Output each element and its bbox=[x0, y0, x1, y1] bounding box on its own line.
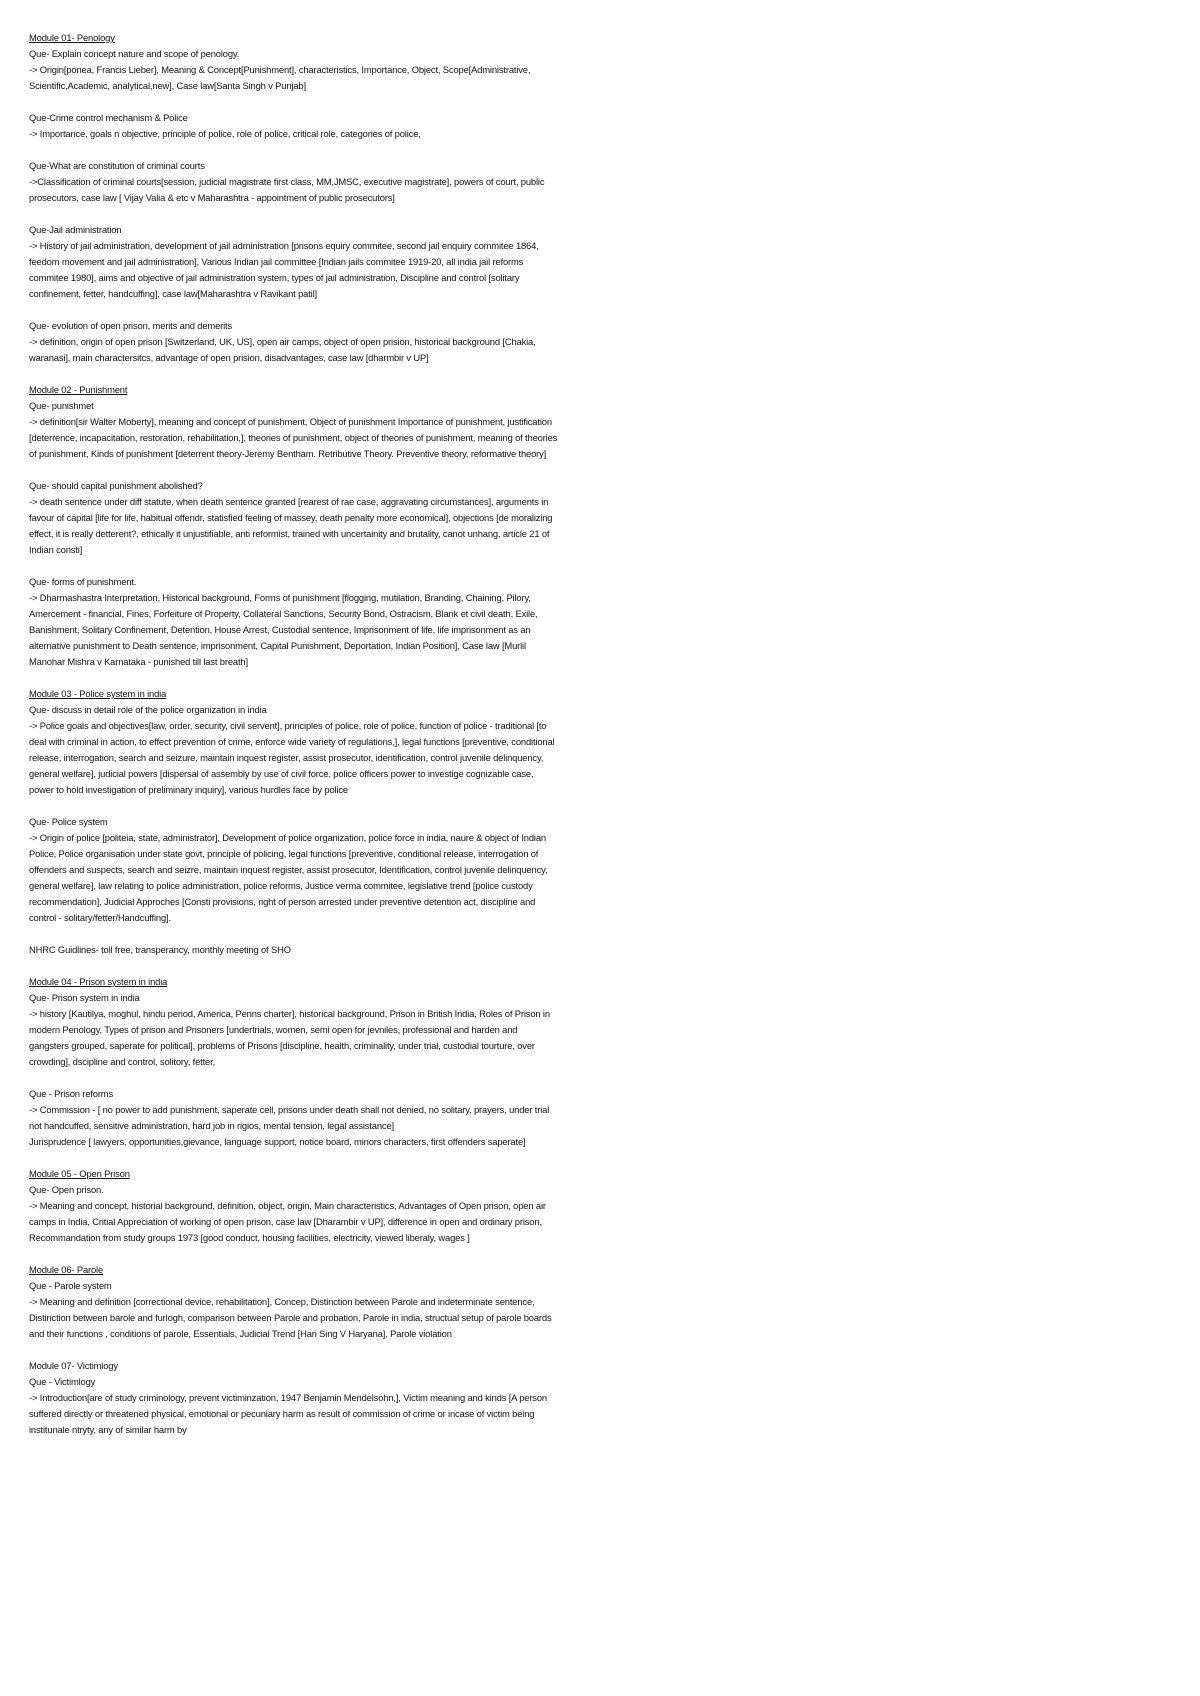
module-note: NHRC Guidlines- toll free, transperancy, monthly meeting of SHO bbox=[29, 944, 291, 955]
question-title: Que- evolution of open prison, merits and demerits bbox=[29, 320, 233, 331]
question-title: Que-Jail administration bbox=[29, 224, 122, 235]
question-title: Que- forms of punishment. bbox=[29, 576, 137, 587]
answer-paragraph: -> death sentence under diff statute, when death sentence granted [rearest of rae case, aggravating circumstances], arguments in favour of capital [life for life, habitual offendr, statisfied feeling of massey, death penalty more economical], objections [de moralizing effect, it is really detterent?, ethically it unjustifiable, anti reformist, trained with uncertainity and brutality, canot unhang, article 21 of Indian consti] bbox=[29, 496, 553, 555]
module-heading: Module 04 - Prison system in india bbox=[29, 976, 168, 987]
answer-paragraph: -> definition[sir Walter Moberty], meaning and concept of punishment, Object of punishment Importance of punishment, justification [deterrence, incapacitation, restoration, rehabilitation,], theories of punishment, object of theories of punishment, meaning of theories of punishment, Kinds of punishment [deterrent theory-Jeremy Bentham. Retributive Theory. Preventive theory, reformative theory] bbox=[29, 416, 558, 459]
question-title: Que- Police system bbox=[29, 816, 108, 827]
answer-paragraph: -> Meaning and definition [correctional device, rehabilitation], Concep, Distinction between Parole and indeterminate sentence, Distinction between barole and furlogh, comparison between Parole and probation, Parole in india, structual setup of parole boards and their functions , conditions of parole, Essentials, Judicial Trend [Hari Sing V Haryana], Parole violation bbox=[29, 1296, 552, 1339]
question-title: Que- Prison system in india bbox=[29, 992, 140, 1003]
question-block bbox=[29, 1374, 559, 1438]
question-title: Que- discuss in detail role of the police organization in india bbox=[29, 704, 267, 715]
question-block bbox=[29, 702, 559, 798]
answer-paragraph: -> Meaning and concept, historial background, definition, object, origin, Main characteristics, Advantages of Open prison, open air camps in India, Critial Appreciation of working of open prison, case law [Dharambir v UP], difference in open and ordinary prison, Recommandation from study groups 1973 [good conduct, housing facilities, electricity, viewed liberaly, wages ] bbox=[29, 1200, 546, 1243]
question-block bbox=[29, 478, 559, 558]
answer-paragraph: -> Origin of police [politeia, state, administrator], Development of police organization, police force in india, naure & object of Indian Police, Police organisation under state govt, principle of policing, legal functions [preventive, conditional release, interrogation of offenders and suspects, search and seizre, maintain inquest register, assist prosecutor, Identification, control juvenile delinquency, general welfare], law relating to police administration, police reforms, Justice verma commitee, legislative trend [police custody recommendation], Judicial Approches [Consti provisions, right of person arrested under preventive detention act, discipline and control - solitary/fetter/Handcuffing]. bbox=[29, 832, 548, 923]
module-heading: Module 03 - Police system in india bbox=[29, 688, 167, 699]
module-heading: Module 06- Parole bbox=[29, 1264, 104, 1275]
answer-paragraph: -> Commission - [ no power to add punishment, saperate cell, prisons under death shall not denied, no solitary, prayers, under trial not handcuffed, sensitive administration, hard job in rigios, mental tension, legal assistance] bbox=[29, 1104, 550, 1131]
question-block bbox=[29, 46, 559, 94]
question-block bbox=[29, 1182, 559, 1246]
module-heading: Module 07- Victimlogy bbox=[29, 1360, 118, 1371]
answer-paragraph: -> Introduction[are of study criminology, prevent victiminzation, 1947 Benjamin Mendelsohn,], Victim meaning and kinds [A person suffered directly or threatened physical, emotional or pecuniary harm as result of commission of crime or incase of victim being institunale ntryty, any of similar harm by bbox=[29, 1392, 547, 1435]
question-block bbox=[29, 814, 559, 926]
question-block bbox=[29, 1086, 559, 1150]
question-title: Que- Explain concept nature and scope of penology. bbox=[29, 48, 240, 59]
answer-paragraph: ->Classification of criminal courts[session, judicial magistrate first class, MM,JMSC, executive magistrate], powers of court, public prosecutors, case law [ Vijay Valia & etc v Maharashtra - appointment of public prosecutors] bbox=[29, 176, 545, 203]
question-title: Que- should capital punishment abolished? bbox=[29, 480, 203, 491]
answer-paragraph: -> definition, origin of open prison [Switzerland, UK, US], open air camps, object of open prision, historical background [Chakia, waranasi], main charactersitcs, advantage of open prision, disadvantages, case law [dharmbir v UP] bbox=[29, 336, 536, 363]
answer-paragraph: -> Police goals and objectives[law, order, security, civil servent], principles of police, role of police, function of police - traditional [to deal with criminal in action, to effect prevention of crime, enforce wide variety of regulations,], legal functions [preventive, conditional release, interrogation, search and seizure, maintain inquest register, assist prosecutor, identification, control juvenile delinquency, general welfare], judicial powers [dispersal of assembly by use of civil force, police officers power to investige cognizable case, power to hold investigation of preliminary inquiry], various hurdles face by police bbox=[29, 720, 555, 795]
question-block bbox=[29, 1278, 559, 1342]
document-page bbox=[29, 30, 559, 1438]
answer-paragraph: -> Origin[ponea, Francis Lieber], Meaning & Concept[Punishment], characteristics, Importance, Object, Scope[Administrative, Scientific,Academic, analytical,new], Case law[Santa Singh v Punjab] bbox=[29, 64, 531, 91]
question-block bbox=[29, 398, 559, 462]
question-title: Que - Parole system bbox=[29, 1280, 112, 1291]
module-heading: Module 02 - Punishment bbox=[29, 384, 128, 395]
question-title: Que-What are constitution of criminal courts bbox=[29, 160, 205, 171]
question-block bbox=[29, 574, 559, 670]
question-title: Que - Victimlogy bbox=[29, 1376, 96, 1387]
question-block bbox=[29, 990, 559, 1070]
question-title: Que-Crime control mechanism & Police bbox=[29, 112, 188, 123]
module-heading: Module 05 - Open Prison bbox=[29, 1168, 130, 1179]
answer-paragraph: Jurisprudence [ lawyers, opportunities,gievance, language support, notice board, minors characters, first offenders saperate] bbox=[29, 1136, 526, 1147]
answer-paragraph: -> Dharmashastra Interpretation, Historical background, Forms of punishment [flogging, mutilation, Branding, Chaining, Pilory, Amercement - financial, Fines, Forfeiture of Property, Collateral Sanctions, Security Bond, Ostracism, Blank et civil death, Exile, Banishment, Solitary Confinement, Detention, House Arrest, Custodial sentence, Imprisonment of life, life imprisonment as an alternative punishment to Death sentence, imprisonment, Capital Punishment, Deportation, Indian Position], Case law [Murlil Manohar Mishra v Karnataka - punished till last breath] bbox=[29, 592, 538, 667]
answer-paragraph: -> history [Kautilya, moghul, hindu period, America, Penns charter], historical background, Prison in British India, Roles of Prison in modern Penology, Types of prison and Prisoners [undertrials, women, semi open for jevniles, professional and harden and gangsters grouped, saperate for political], problems of Prisons [discipline, health, criminality, under trial, custodial tourture, over crowding], dscipline and control, solitory, fetter, bbox=[29, 1008, 550, 1067]
answer-paragraph: -> Importance, goals n objective, principle of police, role of police, critical role, categories of police, bbox=[29, 128, 421, 139]
question-title: Que- Open prison. bbox=[29, 1184, 104, 1195]
answer-paragraph: -> History of jail administration, development of jail administration [prisons equiry commitee, second jail enquiry commitee 1864, feedom movement and jail administration], Various Indian jail committee [Indian jails commitee 1919-20, all india jail reforms commitee 1980], aims and objective of jail administration system, types of jail administration, Discipline and control [solitary confinement, fetter, handcuffing], case law[Maharashtra v Ravikant patil] bbox=[29, 240, 539, 299]
question-block bbox=[29, 318, 559, 366]
question-block bbox=[29, 158, 559, 206]
question-block bbox=[29, 110, 559, 142]
question-title: Que - Prison reforms bbox=[29, 1088, 114, 1099]
question-block bbox=[29, 222, 559, 302]
module-heading: Module 01- Penology bbox=[29, 32, 115, 43]
question-title: Que- punishmet bbox=[29, 400, 94, 411]
